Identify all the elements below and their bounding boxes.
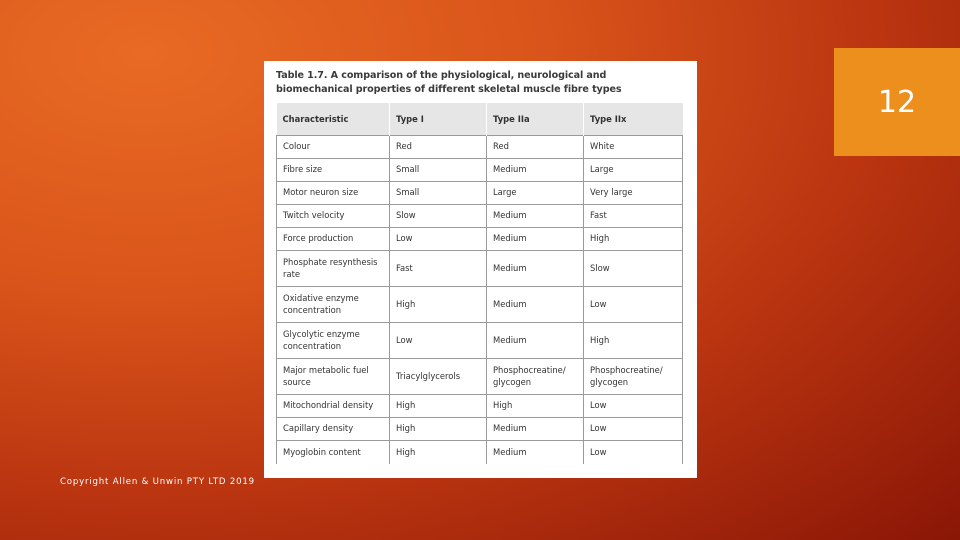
table-cell: Major metabolic fuel source bbox=[277, 359, 390, 395]
copyright-notice: Copyright Allen & Unwin PTY LTD 2019 bbox=[60, 477, 255, 487]
table-cell: Low bbox=[584, 418, 683, 441]
table-title: Table 1.7. A comparison of the physiological, neurological and biomechanical properties of different skeletal muscle fibre types bbox=[276, 70, 622, 95]
slide-number: 12 bbox=[877, 84, 917, 120]
table-row bbox=[277, 251, 683, 287]
table-cell: Large bbox=[584, 159, 683, 182]
table-row bbox=[277, 136, 683, 159]
table-cell: Capillary density bbox=[277, 418, 390, 441]
table-row bbox=[277, 359, 683, 395]
table-cell: Medium bbox=[487, 251, 584, 287]
header-type-i: Type I bbox=[390, 103, 487, 136]
table-cell: Fast bbox=[390, 251, 487, 287]
table-header-row bbox=[277, 103, 683, 136]
table-cell: Medium bbox=[487, 228, 584, 251]
table-row bbox=[277, 182, 683, 205]
table-row bbox=[277, 418, 683, 441]
table-cell: High bbox=[584, 228, 683, 251]
table-cell: High bbox=[390, 418, 487, 441]
table-cell: Fibre size bbox=[277, 159, 390, 182]
table-cell: Small bbox=[390, 182, 487, 205]
table-cell: Mitochondrial density bbox=[277, 395, 390, 418]
table-cell: Glycolytic enzyme concentration bbox=[277, 323, 390, 359]
table-cell: Medium bbox=[487, 287, 584, 323]
table-cell: Slow bbox=[584, 251, 683, 287]
table-cell: Medium bbox=[487, 205, 584, 228]
table-row bbox=[277, 205, 683, 228]
table-cell: Slow bbox=[390, 205, 487, 228]
table-cell: Medium bbox=[487, 418, 584, 441]
table-row bbox=[277, 441, 683, 464]
table-cell: High bbox=[390, 395, 487, 418]
table-cell: High bbox=[390, 441, 487, 464]
header-type-iia: Type IIa bbox=[487, 103, 584, 136]
table-cell: Force production bbox=[277, 228, 390, 251]
table-cell: Myoglobin content bbox=[277, 441, 390, 464]
table-row bbox=[277, 287, 683, 323]
table-cell: Phosphocreatine/ glycogen bbox=[487, 359, 584, 395]
table-cell: White bbox=[584, 136, 683, 159]
table-cell: Low bbox=[390, 323, 487, 359]
table-cell: Low bbox=[584, 395, 683, 418]
table-cell: Triacylglycerols bbox=[390, 359, 487, 395]
table-cell: Medium bbox=[487, 323, 584, 359]
table-cell: Motor neuron size bbox=[277, 182, 390, 205]
header-characteristic: Characteristic bbox=[277, 103, 390, 136]
table-image bbox=[264, 61, 697, 478]
table-cell: Twitch velocity bbox=[277, 205, 390, 228]
header-type-iix: Type IIx bbox=[584, 103, 683, 136]
table-cell: Small bbox=[390, 159, 487, 182]
table-cell: High bbox=[390, 287, 487, 323]
slide-number-box bbox=[834, 48, 960, 156]
table-cell: Colour bbox=[277, 136, 390, 159]
table-cell: Medium bbox=[487, 159, 584, 182]
table-row bbox=[277, 228, 683, 251]
table-cell: High bbox=[584, 323, 683, 359]
table-cell: Oxidative enzyme concentration bbox=[277, 287, 390, 323]
table-cell: Large bbox=[487, 182, 584, 205]
table-cell: Red bbox=[390, 136, 487, 159]
comparison-table bbox=[276, 103, 683, 464]
table-cell: Medium bbox=[487, 441, 584, 464]
table-cell: High bbox=[487, 395, 584, 418]
table-row bbox=[277, 395, 683, 418]
table-cell: Fast bbox=[584, 205, 683, 228]
table-cell: Low bbox=[584, 441, 683, 464]
table-cell: Low bbox=[584, 287, 683, 323]
table-row bbox=[277, 323, 683, 359]
table-cell: Very large bbox=[584, 182, 683, 205]
table-cell: Red bbox=[487, 136, 584, 159]
table-row bbox=[277, 159, 683, 182]
table-cell: Phosphate resynthesis rate bbox=[277, 251, 390, 287]
table-cell: Low bbox=[390, 228, 487, 251]
table-cell: Phosphocreatine/ glycogen bbox=[584, 359, 683, 395]
